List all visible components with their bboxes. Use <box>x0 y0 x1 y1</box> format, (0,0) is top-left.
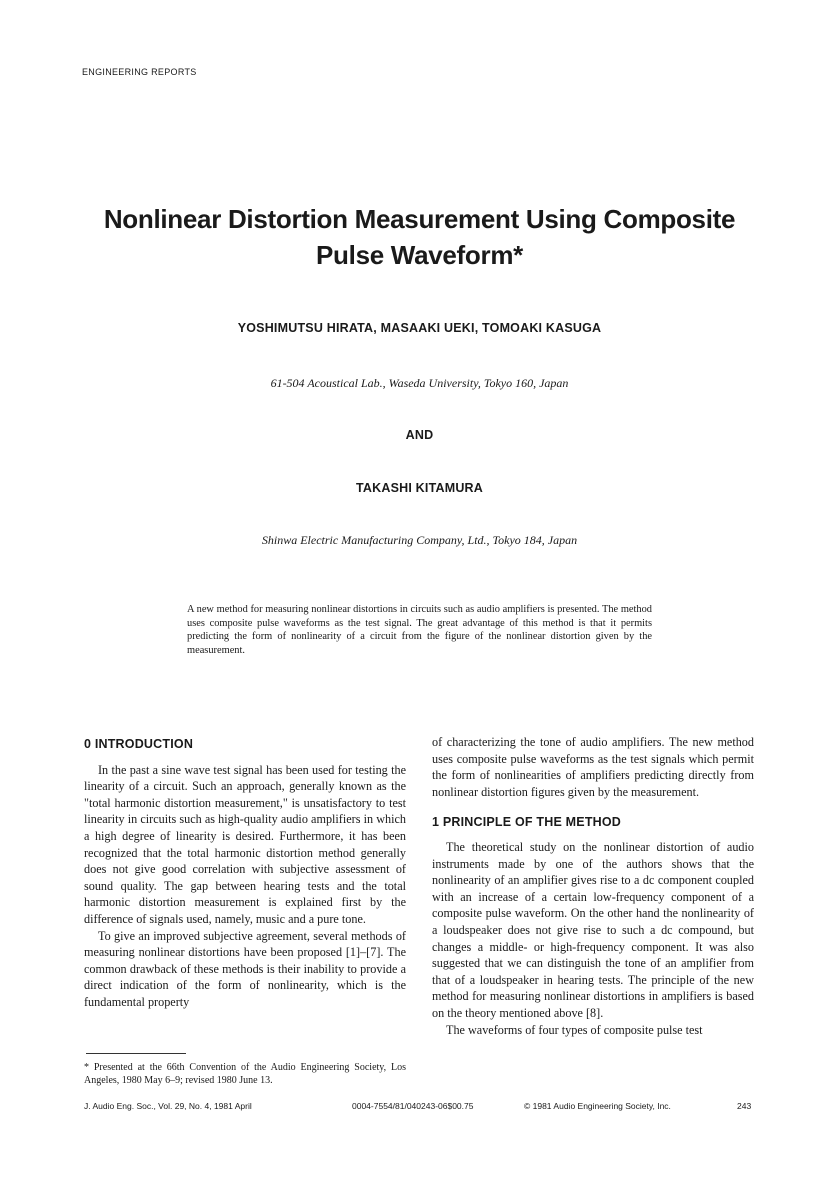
left-column <box>84 736 406 1011</box>
page-number: 243 <box>737 1101 752 1111</box>
intro-paragraph-2-continued: of characterizing the tone of audio amplifiers. The new method uses composite pulse waveforms as the test signals which permit the form of nonlinearities of amplifiers predicting directly from nonlinear distortion figures given by the measurement. <box>432 735 754 799</box>
principle-paragraph-1: The theoretical study on the nonlinear distortion of audio instruments made by one of the authors shows that the nonlinearity of an amplifier gives rise to a dc component coupled with an increase of a certain low-frequency component of a composite pulse waveform. On the other hand the nonlinearity of a loudspeaker does not give rise to such a dc compound, but changes a middle- or high-frequency component. It was also suggested that we can distinguish the tone of an amplifier from that of a loudspeaker in hearing tests. The principle of the new method for measuring nonlinear distortions in amplifiers is based on the theory mentioned above [8]. <box>432 839 754 1020</box>
section-label: ENGINEERING REPORTS <box>82 67 197 77</box>
intro-paragraph-1: In the past a sine wave test signal has been used for testing the linearity of a circuit. Such an approach, generally known as the "total harmonic distortion measurement," is unsatisfactory to test linearity in circuits such as high-quality audio amplifiers in which a high degree of linearity is desired. Furthermore, it has been recognized that the total harmonic distortion method generally does not give good correlation with subjective assessment of sound quality. The gap between hearing tests and the total harmonic distortion measurement is explained first by the difference of signals used, namely, music and a pure tone. <box>84 762 406 926</box>
author-list-2: TAKASHI KITAMURA <box>355 481 484 495</box>
affiliation-1: 61-504 Acoustical Lab., Waseda University, Tokyo 160, Japan <box>270 376 569 390</box>
paper-title <box>60 201 779 273</box>
footnote-rule <box>86 1053 186 1054</box>
intro-paragraph-2: To give an improved subjective agreement, several methods of measuring nonlinear distortions have been proposed [1]–[7]. The common drawback of these methods is their inability to provide a direct indication of the form of nonlinearity, which is the fundamental property <box>84 928 406 1009</box>
author-conjunction: AND <box>405 428 434 442</box>
footer-code: 0004-7554/81/040243-06$00.75 <box>352 1101 474 1111</box>
intro-heading: 0 INTRODUCTION <box>84 737 194 751</box>
principle-heading: 1 PRINCIPLE OF THE METHOD <box>432 815 622 830</box>
footer-journal: J. Audio Eng. Soc., Vol. 29, No. 4, 1981 April <box>84 1101 252 1111</box>
title-line-1: Nonlinear Distortion Measurement Using Composite <box>103 204 736 234</box>
abstract: A new method for measuring nonlinear distortions in circuits such as audio amplifiers is presented. The method uses composite pulse waveforms as the test signal. The great advantage of this method is that it permits predicting the form of nonlinearity of a circuit from the figure of the nonlinear distortion given by the measurement. <box>187 604 652 656</box>
footnote: * Presented at the 66th Convention of the Audio Engineering Society, Los Angeles, 1980 May 6–9; revised 1980 June 13. <box>84 1062 406 1086</box>
footer-copyright: © 1981 Audio Engineering Society, Inc. <box>524 1101 671 1111</box>
affiliation-2: Shinwa Electric Manufacturing Company, Ltd., Tokyo 184, Japan <box>261 533 578 547</box>
right-column <box>432 734 754 1038</box>
author-list-1: YOSHIMUTSU HIRATA, MASAAKI UEKI, TOMOAKI KASUGA <box>237 321 602 335</box>
principle-paragraph-2: The waveforms of four types of composite pulse test <box>446 1022 703 1037</box>
title-line-2: Pulse Waveform* <box>316 240 523 270</box>
